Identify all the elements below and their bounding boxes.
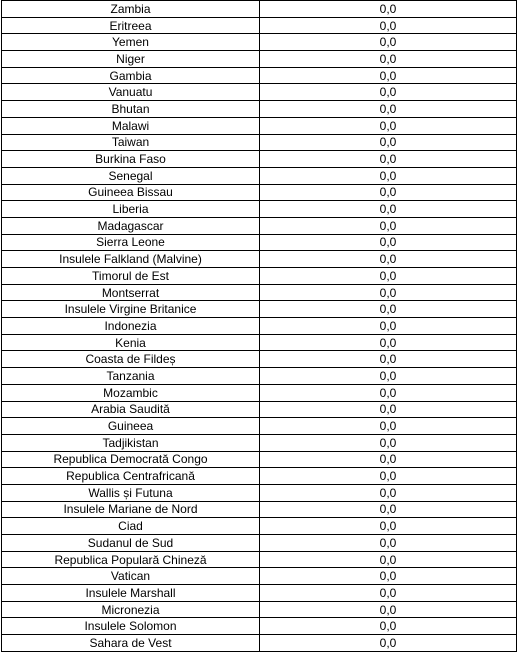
table-row	[2, 234, 517, 251]
country-cell: Insulele Marshall	[2, 585, 260, 602]
table-row	[2, 167, 517, 184]
value-cell: 0,0	[260, 418, 517, 435]
country-cell: Kenia	[2, 334, 260, 351]
table-body	[2, 1, 517, 652]
value-cell: 0,0	[260, 217, 517, 234]
value-cell: 0,0	[260, 268, 517, 285]
table-row	[2, 334, 517, 351]
table-row	[2, 635, 517, 652]
country-cell: Senegal	[2, 167, 260, 184]
value-cell: 0,0	[260, 51, 517, 68]
table-row	[2, 418, 517, 435]
table-row	[2, 84, 517, 101]
country-cell: Mozambic	[2, 384, 260, 401]
table-row	[2, 134, 517, 151]
value-cell: 0,0	[260, 117, 517, 134]
value-cell: 0,0	[260, 618, 517, 635]
country-cell: Republica Populară Chineză	[2, 551, 260, 568]
country-cell: Insulele Solomon	[2, 618, 260, 635]
country-cell: Indonezia	[2, 318, 260, 335]
table-row	[2, 318, 517, 335]
table-row	[2, 401, 517, 418]
value-cell: 0,0	[260, 535, 517, 552]
table-row	[2, 434, 517, 451]
country-value-table	[1, 0, 517, 652]
value-cell: 0,0	[260, 401, 517, 418]
table-row	[2, 484, 517, 501]
table-row	[2, 518, 517, 535]
table-row	[2, 384, 517, 401]
value-cell: 0,0	[260, 568, 517, 585]
country-cell: Bhutan	[2, 101, 260, 118]
table-row	[2, 284, 517, 301]
table-row	[2, 468, 517, 485]
table-row	[2, 217, 517, 234]
table-row	[2, 117, 517, 134]
country-cell: Sudanul de Sud	[2, 535, 260, 552]
value-cell: 0,0	[260, 318, 517, 335]
table-row	[2, 151, 517, 168]
value-cell: 0,0	[260, 601, 517, 618]
country-cell: Vatican	[2, 568, 260, 585]
country-cell: Taiwan	[2, 134, 260, 151]
country-cell: Guineea	[2, 418, 260, 435]
table-row	[2, 351, 517, 368]
value-cell: 0,0	[260, 151, 517, 168]
table-row	[2, 1, 517, 18]
country-cell: Republica Democrată Congo	[2, 451, 260, 468]
value-cell: 0,0	[260, 434, 517, 451]
value-cell: 0,0	[260, 167, 517, 184]
value-cell: 0,0	[260, 301, 517, 318]
value-cell: 0,0	[260, 34, 517, 51]
country-cell: Sierra Leone	[2, 234, 260, 251]
value-cell: 0,0	[260, 484, 517, 501]
country-cell: Vanuatu	[2, 84, 260, 101]
country-cell: Burkina Faso	[2, 151, 260, 168]
country-cell: Insulele Falkland (Malvine)	[2, 251, 260, 268]
value-cell: 0,0	[260, 551, 517, 568]
table-row	[2, 34, 517, 51]
value-cell: 0,0	[260, 1, 517, 18]
value-cell: 0,0	[260, 184, 517, 201]
country-cell: Coasta de Fildeș	[2, 351, 260, 368]
table-row	[2, 301, 517, 318]
country-cell: Guineea Bissau	[2, 184, 260, 201]
value-cell: 0,0	[260, 251, 517, 268]
value-cell: 0,0	[260, 351, 517, 368]
table-row	[2, 268, 517, 285]
value-cell: 0,0	[260, 451, 517, 468]
country-cell: Arabia Saudită	[2, 401, 260, 418]
table-row	[2, 51, 517, 68]
country-cell: Insulele Virgine Britanice	[2, 301, 260, 318]
value-cell: 0,0	[260, 585, 517, 602]
value-cell: 0,0	[260, 84, 517, 101]
value-cell: 0,0	[260, 384, 517, 401]
table-row	[2, 501, 517, 518]
value-cell: 0,0	[260, 101, 517, 118]
country-cell: Insulele Mariane de Nord	[2, 501, 260, 518]
table-row	[2, 67, 517, 84]
table-row	[2, 184, 517, 201]
country-cell: Liberia	[2, 201, 260, 218]
value-cell: 0,0	[260, 234, 517, 251]
country-cell: Yemen	[2, 34, 260, 51]
table-row	[2, 251, 517, 268]
value-cell: 0,0	[260, 635, 517, 652]
country-cell: Malawi	[2, 117, 260, 134]
country-cell: Tanzania	[2, 368, 260, 385]
value-cell: 0,0	[260, 134, 517, 151]
value-cell: 0,0	[260, 67, 517, 84]
country-cell: Ciad	[2, 518, 260, 535]
table-row	[2, 601, 517, 618]
country-cell: Gambia	[2, 67, 260, 84]
table-row	[2, 618, 517, 635]
table-row	[2, 201, 517, 218]
country-cell: Madagascar	[2, 217, 260, 234]
country-cell: Micronezia	[2, 601, 260, 618]
country-cell: Zambia	[2, 1, 260, 18]
table-row	[2, 101, 517, 118]
value-cell: 0,0	[260, 501, 517, 518]
table-row	[2, 535, 517, 552]
country-cell: Montserrat	[2, 284, 260, 301]
table-row	[2, 568, 517, 585]
value-cell: 0,0	[260, 284, 517, 301]
table-row	[2, 368, 517, 385]
country-cell: Sahara de Vest	[2, 635, 260, 652]
value-cell: 0,0	[260, 334, 517, 351]
country-cell: Eritreea	[2, 17, 260, 34]
country-cell: Republica Centrafricană	[2, 468, 260, 485]
table-row	[2, 585, 517, 602]
value-cell: 0,0	[260, 518, 517, 535]
table-row	[2, 17, 517, 34]
table-row	[2, 551, 517, 568]
country-cell: Timorul de Est	[2, 268, 260, 285]
value-cell: 0,0	[260, 201, 517, 218]
value-cell: 0,0	[260, 368, 517, 385]
country-cell: Niger	[2, 51, 260, 68]
value-cell: 0,0	[260, 468, 517, 485]
value-cell: 0,0	[260, 17, 517, 34]
table-row	[2, 451, 517, 468]
country-cell: Tadjikistan	[2, 434, 260, 451]
country-cell: Wallis și Futuna	[2, 484, 260, 501]
